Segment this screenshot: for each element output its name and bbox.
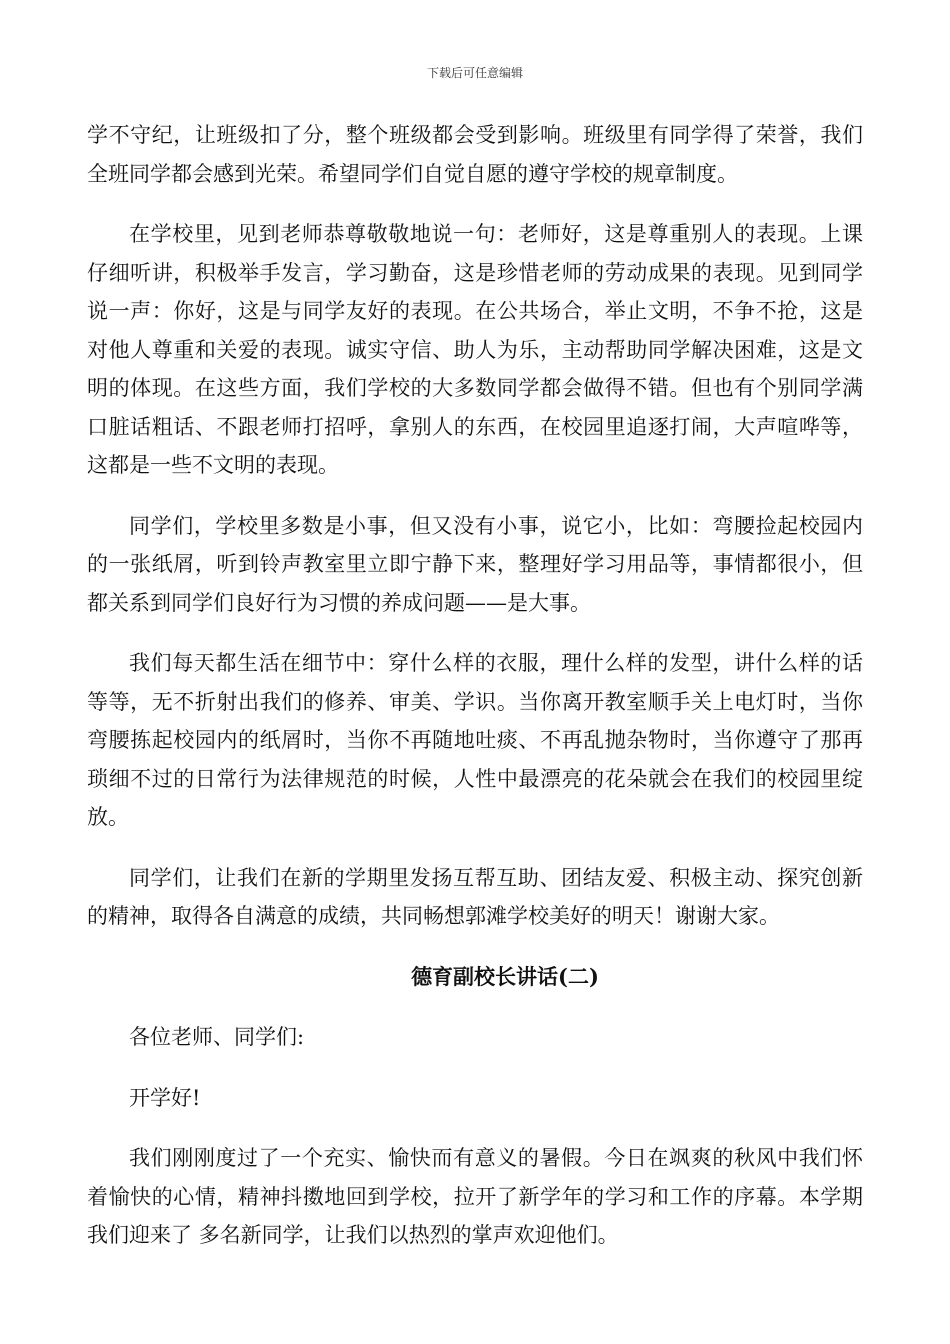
- paragraph-details: 我们每天都生活在细节中：穿什么样的衣服，理什么样的发型，讲什么样的话等等，无不折射出我们的修养、审美、学识。当你离开教室顺手关上电灯时，当你弯腰拣起校园内的纸屑时，当你不再随地吐痰、不再乱抛杂物时，当你遵守了那再琐细不过的日常行为法律规范的时候，人性中最漂亮的花朵就会在我们的校园里绽放。: [87, 651, 863, 829]
- paragraph-summer: 我们刚刚度过了一个充实、愉快而有意义的暑假。今日在飒爽的秋风中我们怀着愉快的心情，精神抖擞地回到学校，拉开了新学年的学习和工作的序幕。本学期我们迎来了 多名新同学，让我们以热烈的掌声欢迎他们。: [87, 1146, 863, 1247]
- paragraph-small-things: 同学们，学校里多数是小事，但又没有小事，说它小，比如：弯腰捡起校园内的一张纸屑，听到铃声教室里立即宁静下来，整理好学习用品等，事情都很小，但都关系到同学们良好行为习惯的养成问题——是大事。: [87, 513, 863, 615]
- document-body: [87, 116, 863, 1277]
- paragraph-civility: 在学校里，见到老师恭尊敬敬地说一句：老师好，这是尊重别人的表现。上课仔细听讲，积极举手发言，学习勤奋，这是珍惜老师的劳动成果的表现。见到同学说一声：你好，这是与同学友好的表现。在公共场合，举止文明，不争不抢，这是对他人尊重和关爱的表现。诚实守信、助人为乐，主动帮助同学解决困难，这是文明的体现。在这些方面，我们学校的大多数同学都会做得不错。但也有个别同学满口脏话粗话、不跟老师打招呼，拿别人的东西，在校园里追逐打闹，大声喧哗等，这都是一些不文明的表现。: [87, 222, 863, 477]
- paragraph-continued: 学不守纪，让班级扣了分，整个班级都会受到影响。班级里有同学得了荣誉，我们全班同学都会感到光荣。希望同学们自觉自愿的遵守学校的规章制度。: [87, 123, 863, 186]
- paragraph-closing: 同学们，让我们在新的学期里发扬互帮互助、团结友爱、积极主动、探究创新的精神，取得各自满意的成绩，共同畅想郭滩学校美好的明天！谢谢大家。: [87, 865, 863, 928]
- paragraph-opening: 开学好!: [129, 1085, 201, 1110]
- paragraph-greeting: 各位老师、同学们:: [129, 1025, 305, 1049]
- page-header: 下载后可任意编辑: [426, 66, 523, 80]
- section-title: 德育副校长讲话(二): [411, 963, 599, 989]
